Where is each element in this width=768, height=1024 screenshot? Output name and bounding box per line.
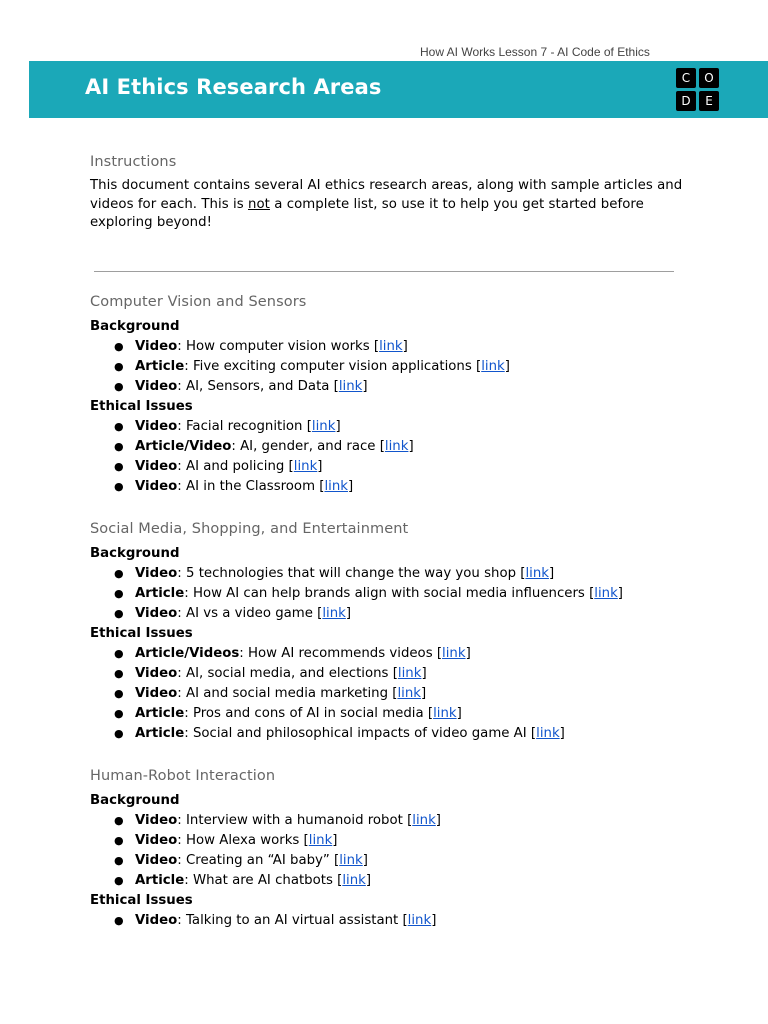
resource-title: : Five exciting computer vision applications [: [184, 358, 482, 374]
bullet-icon: ●: [114, 439, 124, 453]
resource-link[interactable]: link: [412, 812, 436, 828]
resource-title: : AI in the Classroom [: [177, 478, 325, 494]
resource-bracket: ]: [431, 912, 437, 928]
bullet-icon: ●: [114, 566, 124, 580]
bullet-icon: ●: [114, 586, 124, 600]
resource-bracket: ]: [421, 665, 427, 681]
list-item: [90, 831, 690, 851]
resource-bracket: ]: [559, 725, 565, 741]
resource-bracket: ]: [408, 438, 414, 454]
list-item: [90, 604, 690, 624]
resource-type: Article: [135, 358, 185, 374]
resource-bracket: ]: [548, 565, 555, 581]
bullet-icon: ●: [114, 666, 124, 680]
resource-title: : Talking to an AI virtual assistant [: [177, 912, 408, 928]
background-label: Background: [90, 318, 180, 334]
resource-type: Article/Video: [135, 438, 232, 454]
resource-title: : How AI can help brands align with social media influencers [: [184, 585, 595, 601]
resource-title: : AI, social media, and elections [: [177, 665, 398, 681]
ethical-issues-label: Ethical Issues: [90, 398, 193, 414]
list-item: [90, 704, 690, 724]
resource-bracket: ]: [504, 358, 510, 374]
bullet-icon: ●: [114, 646, 124, 660]
research-topics: [90, 294, 690, 931]
resource-type: Video: [135, 338, 178, 354]
resource-bracket: ]: [362, 852, 368, 868]
resource-type: Video: [135, 665, 178, 681]
resource-type: Video: [135, 912, 178, 928]
resource-title: : Pros and cons of AI in social media [: [184, 705, 434, 721]
resource-title: : Interview with a humanoid robot [: [177, 812, 413, 828]
resource-title: : AI and policing [: [177, 458, 294, 474]
resource-bracket: ]: [347, 478, 354, 494]
resource-title: : Facial recognition [: [177, 418, 312, 434]
resource-list: [90, 337, 690, 397]
logo-letter: O: [699, 68, 719, 88]
lesson-header-text: How AI Works Lesson 7 - AI Code of Ethics: [420, 45, 650, 59]
resource-bracket: ]: [345, 605, 352, 621]
list-item: [90, 417, 690, 437]
resource-bracket: ]: [465, 645, 471, 661]
logo-letter: C: [676, 68, 696, 88]
resource-link[interactable]: link: [338, 378, 363, 394]
instructions-emphasis: not: [248, 196, 270, 212]
list-item: [90, 437, 690, 457]
resource-link[interactable]: link: [442, 645, 466, 661]
list-item: [90, 357, 690, 377]
logo-letter: D: [676, 91, 696, 111]
instructions-heading: Instructions: [90, 154, 177, 170]
list-item: [90, 811, 690, 831]
list-item: [90, 377, 690, 397]
background-label: Background: [90, 545, 180, 561]
resource-bracket: ]: [362, 378, 368, 394]
resource-title: : How computer vision works [: [177, 338, 380, 354]
bullet-icon: ●: [114, 606, 124, 620]
resource-type: Article: [135, 872, 185, 888]
resource-bracket: ]: [365, 872, 372, 888]
resource-list: [90, 811, 690, 891]
resource-list: [90, 564, 690, 624]
resource-title: : What are AI chatbots [: [184, 872, 343, 888]
resource-title: : Social and philosophical impacts of video game AI [: [184, 725, 537, 741]
resource-title: : How Alexa works [: [177, 832, 309, 848]
resource-type: Article: [135, 705, 185, 721]
page-title: AI Ethics Research Areas: [85, 75, 382, 99]
bullet-icon: ●: [114, 339, 124, 353]
resource-type: Article: [135, 725, 185, 741]
resource-link[interactable]: link: [536, 725, 560, 741]
list-item: [90, 684, 690, 704]
resource-link[interactable]: link: [397, 665, 422, 681]
list-item: [90, 457, 690, 477]
bullet-icon: ●: [114, 379, 124, 393]
list-item: [90, 724, 690, 744]
topic-human-robot-interaction: [90, 768, 690, 931]
bullet-icon: ●: [114, 479, 124, 493]
instructions-section: [90, 154, 690, 233]
resource-type: Article: [135, 585, 185, 601]
resource-link[interactable]: link: [407, 912, 432, 928]
code-org-logo: [676, 68, 720, 112]
resource-type: Article/Videos: [135, 645, 240, 661]
bullet-icon: ●: [114, 913, 124, 927]
resource-link[interactable]: link: [322, 605, 346, 621]
resource-type: Video: [135, 378, 178, 394]
resource-bracket: ]: [456, 705, 462, 721]
resource-link[interactable]: link: [339, 852, 363, 868]
ethical-issues-label: Ethical Issues: [90, 892, 193, 908]
resource-title: : AI and social media marketing [: [177, 685, 398, 701]
instructions-text: [90, 177, 690, 233]
list-item: [90, 477, 690, 497]
resource-list: [90, 417, 690, 497]
resource-type: Video: [135, 458, 178, 474]
resource-type: Video: [135, 812, 178, 828]
resource-link[interactable]: link: [481, 358, 505, 374]
resource-type: Video: [135, 685, 178, 701]
resource-title: : 5 technologies that will change the way you shop [: [177, 565, 526, 581]
resource-type: Video: [135, 832, 178, 848]
resource-title: : AI, gender, and race [: [231, 438, 385, 454]
resource-link[interactable]: link: [433, 705, 457, 721]
document-body: [90, 154, 690, 931]
list-item: [90, 664, 690, 684]
bullet-icon: ●: [114, 813, 124, 827]
resource-bracket: ]: [435, 812, 441, 828]
resource-link[interactable]: link: [293, 458, 318, 474]
resource-bracket: ]: [335, 418, 341, 434]
resource-bracket: ]: [617, 585, 623, 601]
resource-link[interactable]: link: [308, 832, 333, 848]
resource-type: Video: [135, 605, 178, 621]
horizontal-divider: [94, 271, 674, 272]
topic-heading: Computer Vision and Sensors: [90, 293, 307, 310]
resource-title: : AI, Sensors, and Data [: [177, 378, 339, 394]
resource-title: : AI vs a video game [: [177, 605, 323, 621]
resource-type: Video: [135, 418, 178, 434]
resource-link[interactable]: link: [525, 565, 549, 581]
resource-link[interactable]: link: [594, 585, 618, 601]
instructions-text-start: This document contains several AI ethics research areas, along with sample articles and videos for each. This is: [90, 178, 683, 212]
instructions-text-end: a complete list, so use it to help you get started before exploring beyond!: [90, 196, 644, 230]
topic-social-media-shopping-and-entertainment: [90, 521, 690, 744]
resource-link[interactable]: link: [311, 418, 336, 434]
background-label: Background: [90, 792, 180, 808]
resource-link[interactable]: link: [324, 478, 348, 494]
bullet-icon: ●: [114, 706, 124, 720]
bullet-icon: ●: [114, 359, 124, 373]
title-banner: [29, 61, 768, 118]
resource-link[interactable]: link: [379, 338, 403, 354]
resource-type: Video: [135, 478, 178, 494]
list-item: [90, 851, 690, 871]
resource-title: : Creating an “AI baby” [: [177, 852, 340, 868]
resource-bracket: ]: [332, 832, 338, 848]
resource-link[interactable]: link: [342, 872, 366, 888]
list-item: [90, 337, 690, 357]
resource-type: Video: [135, 565, 178, 581]
list-item: [90, 871, 690, 891]
bullet-icon: ●: [114, 833, 124, 847]
resource-list: [90, 644, 690, 744]
resource-bracket: ]: [402, 338, 408, 354]
resource-link[interactable]: link: [397, 685, 421, 701]
logo-letter: E: [699, 91, 719, 111]
list-item: [90, 644, 690, 664]
bullet-icon: ●: [114, 459, 124, 473]
resource-type: Video: [135, 852, 178, 868]
topic-heading: Human-Robot Interaction: [90, 767, 276, 784]
list-item: [90, 584, 690, 604]
resource-link[interactable]: link: [384, 438, 409, 454]
resource-title: : How AI recommends videos [: [239, 645, 443, 661]
resource-bracket: ]: [420, 685, 427, 701]
bullet-icon: ●: [114, 873, 124, 887]
bullet-icon: ●: [114, 419, 124, 433]
resource-bracket: ]: [317, 458, 323, 474]
bullet-icon: ●: [114, 853, 124, 867]
list-item: [90, 911, 690, 931]
resource-list: [90, 911, 690, 931]
list-item: [90, 564, 690, 584]
bullet-icon: ●: [114, 686, 124, 700]
topic-computer-vision-and-sensors: [90, 294, 690, 497]
ethical-issues-label: Ethical Issues: [90, 625, 193, 641]
bullet-icon: ●: [114, 726, 124, 740]
topic-heading: Social Media, Shopping, and Entertainment: [90, 520, 409, 537]
